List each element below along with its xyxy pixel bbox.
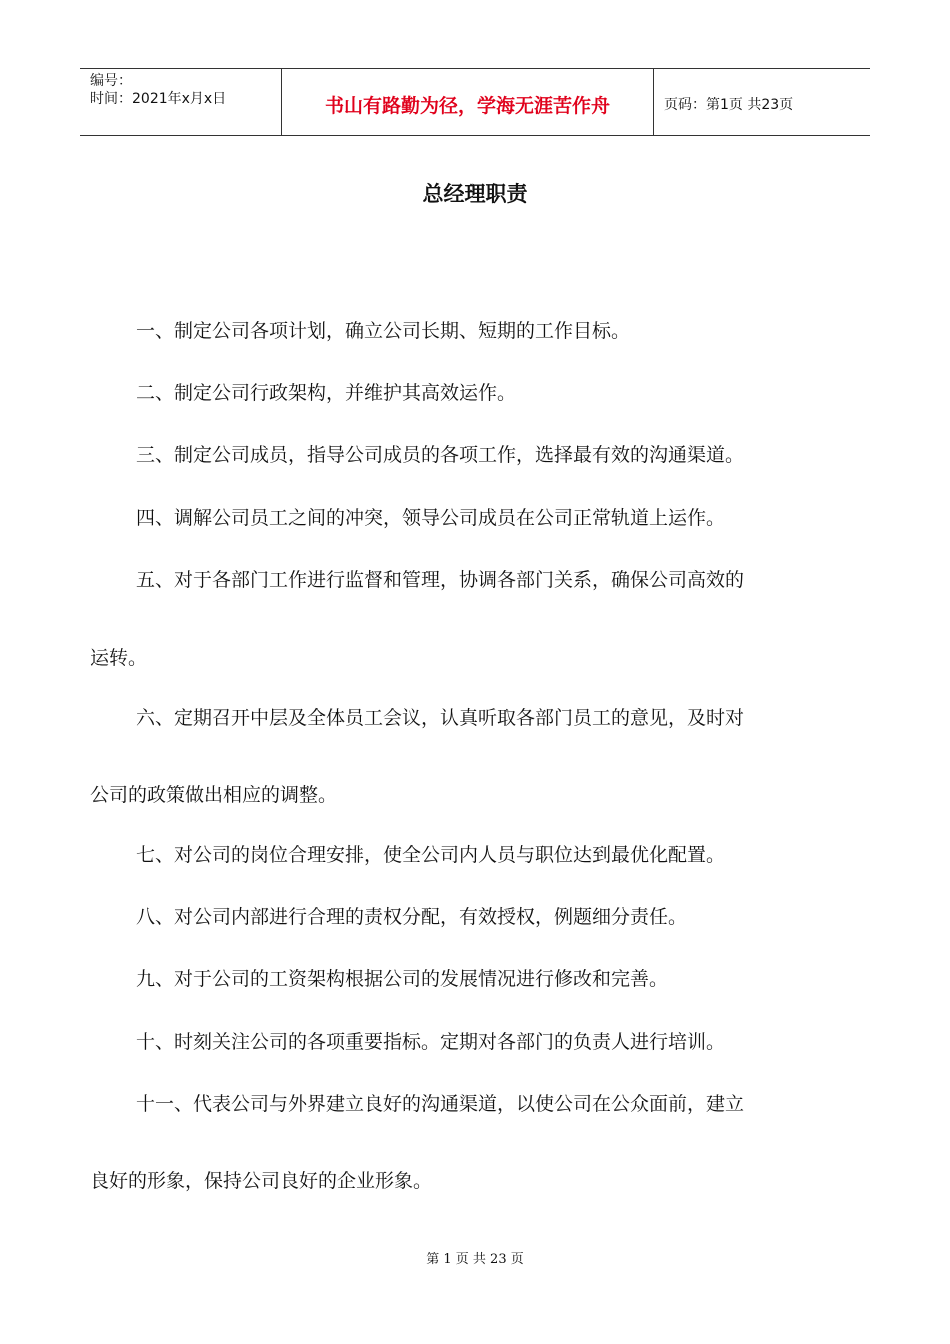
header-page-info: 页码：第1页 共23页 xyxy=(664,97,794,113)
paragraph-10-line-1: 十、时刻关注公司的各项重要指标。定期对各部门的负责人进行培训。 xyxy=(136,1031,726,1053)
header-table xyxy=(80,68,870,136)
paragraph-3-line-1: 三、制定公司成员，指导公司成员的各项工作，选择最有效的沟通渠道。 xyxy=(136,444,745,466)
paragraph-4-line-1: 四、调解公司员工之间的冲突，领导公司成员在公司正常轨道上运作。 xyxy=(136,507,726,529)
paragraph-5-line-1: 五、对于各部门工作进行监督和管理，协调各部门关系，确保公司高效的 xyxy=(136,569,745,591)
paragraph-8-line-1: 八、对公司内部进行合理的责权分配，有效授权，例题细分责任。 xyxy=(136,906,688,928)
date-line: 时间：2021年x月x日 xyxy=(90,91,227,107)
paragraph-6-line-1: 六、定期召开中层及全体员工会议，认真听取各部门员工的意见，及时对 xyxy=(136,707,745,729)
page-footer: 第 1 页 共 23 页 xyxy=(426,1252,524,1267)
header-motto: 书山有路勤为径，学海无涯苦作舟 xyxy=(282,69,654,135)
document-title: 总经理职责 xyxy=(422,182,528,206)
paragraph-11-line-1: 十一、代表公司与外界建立良好的沟通渠道，以使公司在公众面前，建立 xyxy=(136,1093,745,1115)
paragraph-6-line-2: 公司的政策做出相应的调整。 xyxy=(90,784,338,806)
header-meta-cell xyxy=(80,69,282,135)
paragraph-2-line-1: 二、制定公司行政架构，并维护其高效运作。 xyxy=(136,382,517,404)
paragraph-9-line-1: 九、对于公司的工资架构根据公司的发展情况进行修改和完善。 xyxy=(136,968,669,990)
paragraph-11-line-2: 良好的形象，保持公司良好的企业形象。 xyxy=(90,1170,433,1192)
paragraph-1-line-1: 一、制定公司各项计划，确立公司长期、短期的工作目标。 xyxy=(136,320,631,342)
paragraph-5-line-2: 运转。 xyxy=(90,647,148,669)
paragraph-7-line-1: 七、对公司的岗位合理安排，使全公司内人员与职位达到最优化配置。 xyxy=(136,844,726,866)
number-label: 编号： xyxy=(90,73,132,89)
